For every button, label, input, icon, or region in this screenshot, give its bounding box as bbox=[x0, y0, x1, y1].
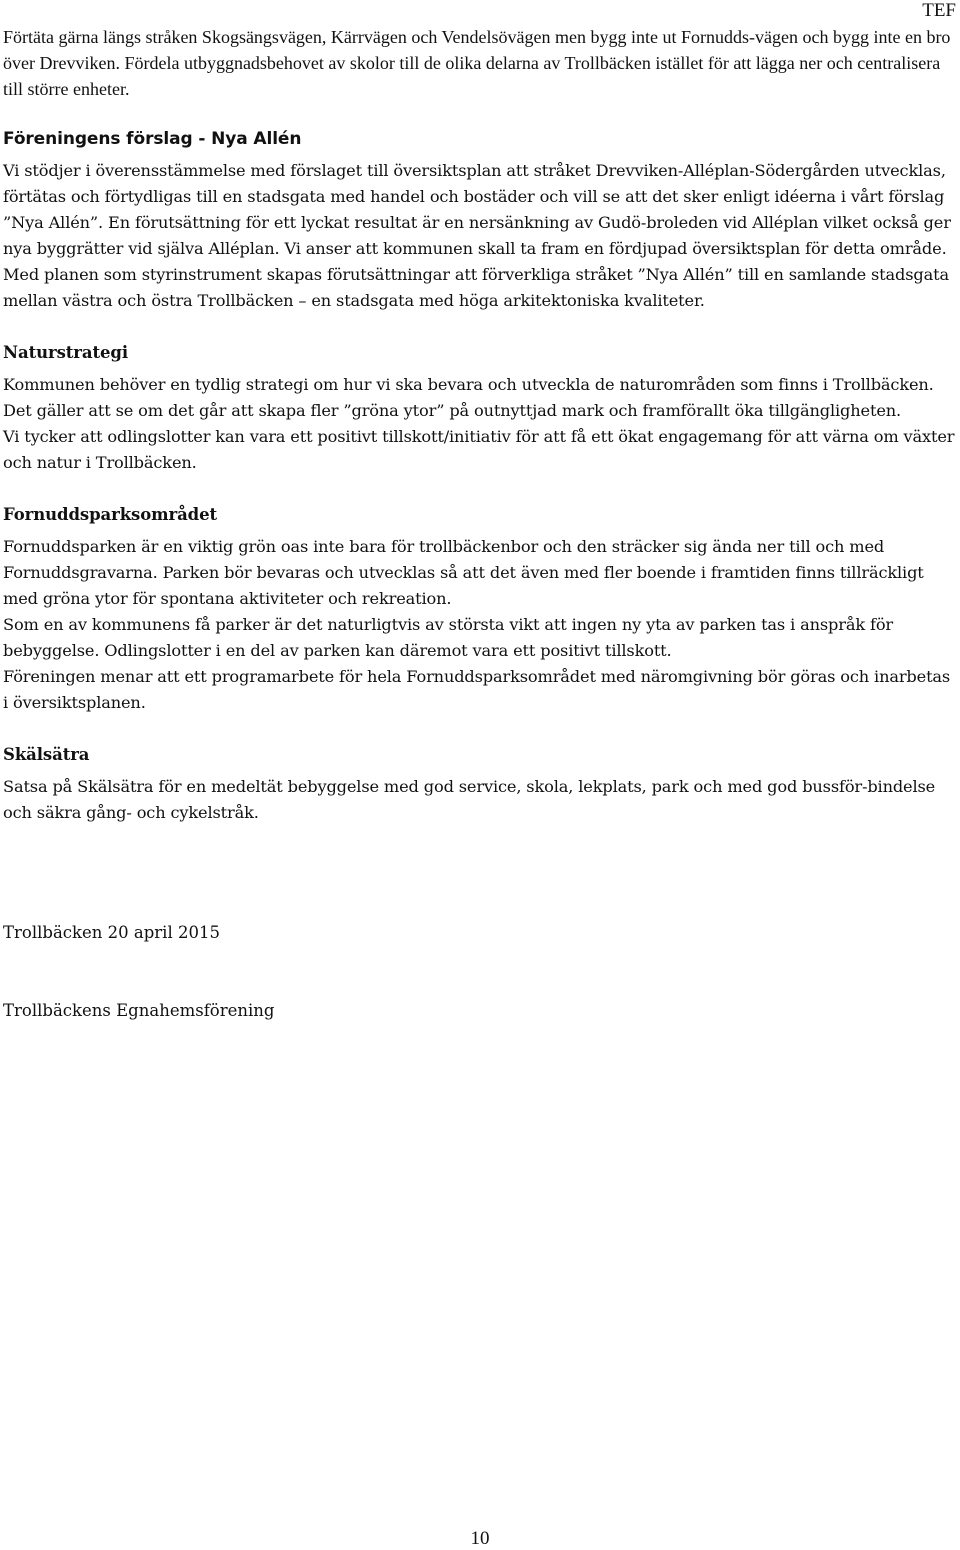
section-naturstrategi bbox=[3, 340, 958, 476]
document-date: Trollbäcken 20 april 2015 bbox=[3, 923, 220, 942]
document-signature: Trollbäckens Egnahemsförening bbox=[3, 1001, 275, 1020]
document-body bbox=[3, 126, 958, 852]
section-heading: Föreningens förslag - Nya Allén bbox=[3, 129, 302, 149]
header-mark: TEF bbox=[922, 0, 956, 21]
page-number: 10 bbox=[470, 1528, 490, 1549]
section-paragraph: Kommunen behöver en tydlig strategi om hur vi ska bevara och utveckla de naturområden som finns i Trollbäcken. Det gäller att se om det går att skapa fler ”gröna ytor” på outnyttjad mark och framförallt öka tillgängligheten. bbox=[3, 375, 934, 420]
section-paragraph: Föreningen menar att ett programarbete för hela Fornuddsparksområdet med näromgivning bör göras och inarbetas i översiktsplanen. bbox=[3, 667, 951, 712]
section-paragraph: Vi stödjer i överensstämmelse med förslaget till översiktsplan att stråket Drevviken-Alléplan-Södergården utvecklas, förtätas och förtydligas till en stadsgata med handel och bostäder och vill se att det sker enligt idéerna i vårt förslag ”Nya Allén”. En förutsättning för ett lyckat resultat är en nersänkning av Gudö-broleden vid Alléplan vilket också ger nya byggrätter vid själva Alléplan. Vi anser att kommunen skall ta fram en fördjupad översiktsplan för detta område. Med planen som styrinstrument skapas förutsättningar att förverkliga stråket ”Nya Allén” till en samlande stadsgata mellan västra och östra Trollbäcken – en stadsgata med höga arkitektoniska kvaliteter. bbox=[3, 161, 951, 310]
section-skalsatra bbox=[3, 742, 958, 826]
section-nya-allen bbox=[3, 126, 958, 314]
section-fornuddsparksomradet bbox=[3, 502, 958, 716]
section-heading: Naturstrategi bbox=[3, 343, 129, 362]
section-paragraph: Vi tycker att odlingslotter kan vara ett positivt tillskott/initiativ för att få ett ökat engagemang för att värna om växter och natur i Trollbäcken. bbox=[3, 427, 955, 472]
intro-paragraph bbox=[3, 24, 953, 102]
section-paragraph: Fornuddsparken är en viktig grön oas inte bara för trollbäckenbor och den sträcker sig ända ner till och med Fornuddsgravarna. Parken bör bevaras och utvecklas så att det även med fler boende i framtiden finns tillräckligt med gröna ytor för spontana aktiviteter och rekreation. bbox=[3, 537, 924, 608]
section-heading: Fornuddsparksområdet bbox=[3, 505, 218, 524]
section-paragraph: Som en av kommunens få parker är det naturligtvis av största vikt att ingen ny yta av parken tas i anspråk för bebyggelse. Odlingslotter i en del av parken kan däremot vara ett positivt tillskott. bbox=[3, 615, 894, 660]
intro-text: Förtäta gärna längs stråken Skogsängsvägen, Kärrvägen och Vendelsövägen men bygg inte ut Fornudds-vägen och bygg inte en bro över Drevviken. Fördela utbyggnadsbehovet av skolor till de olika delarna av Trollbäcken istället för att lägga ner och centralisera till större enheter. bbox=[3, 27, 951, 99]
section-heading: Skälsätra bbox=[3, 745, 90, 764]
section-paragraph: Satsa på Skälsätra för en medeltät bebyggelse med god service, skola, lekplats, park och med god bussför-bindelse och säkra gång- och cykelstråk. bbox=[3, 777, 936, 822]
